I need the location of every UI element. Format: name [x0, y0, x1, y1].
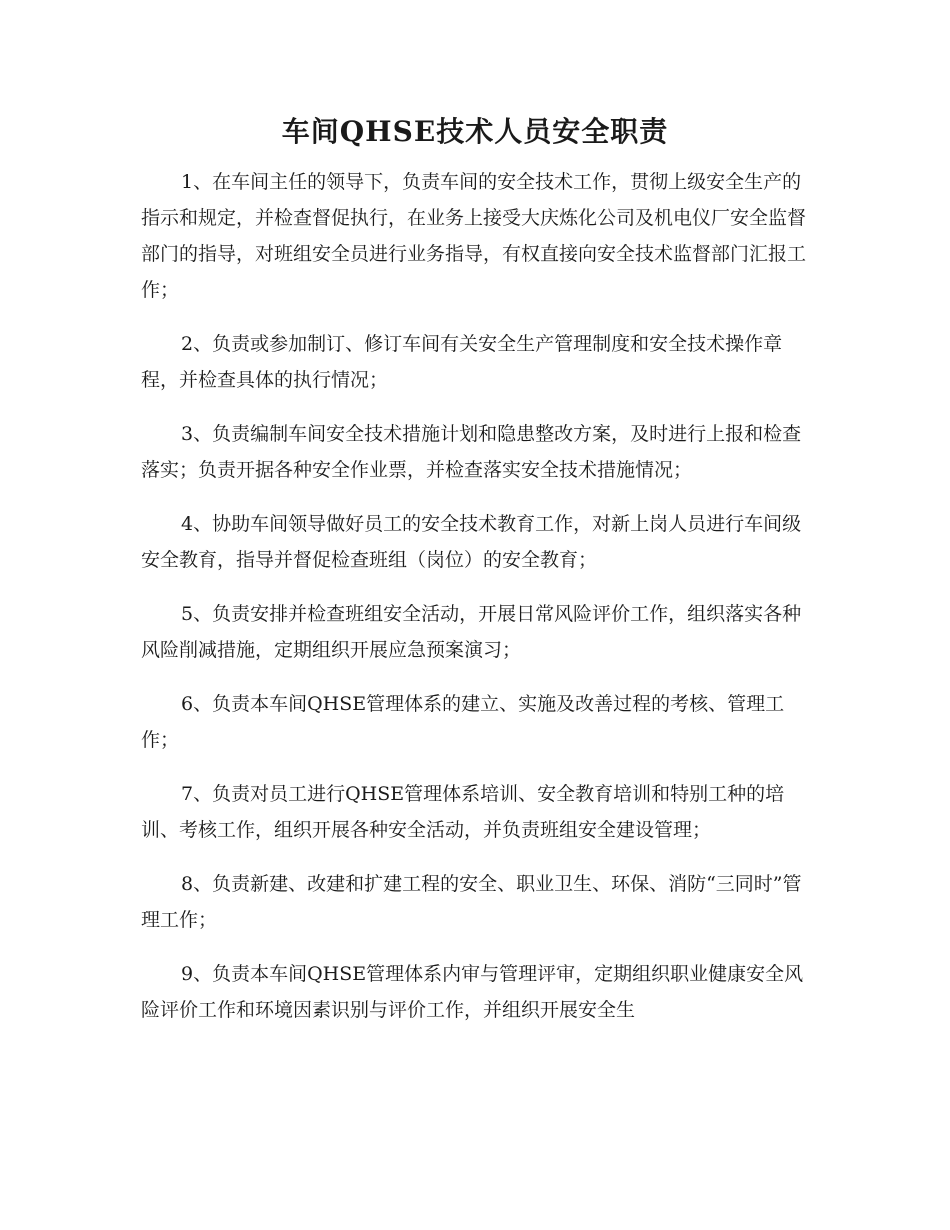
document-body [141, 164, 809, 1046]
document-title: 车间QHSE技术人员安全职责 [281, 115, 669, 148]
paragraph-1: 1、在车间主任的领导下，负责车间的安全技术工作，贯彻上级安全生产的指示和规定，并检查督促执行，在业务上接受大庆炼化公司及机电仪厂安全监督部门的指导，对班组安全员进行业务指导，有权直接向安全技术监督部门汇报工作； [141, 171, 807, 301]
paragraph-3: 3、负责编制车间安全技术措施计划和隐患整改方案，及时进行上报和检查落实；负责开据各种安全作业票，并检查落实安全技术措施情况； [141, 423, 802, 481]
paragraph-8: 8、负责新建、改建和扩建工程的安全、职业卫生、环保、消防“三同时”管理工作； [141, 873, 802, 931]
paragraph-9: 9、负责本车间QHSE管理体系内审与管理评审，定期组织职业健康安全风险评价工作和环境因素识别与评价工作，并组织开展安全生 [141, 963, 804, 1021]
paragraph-4: 4、协助车间领导做好员工的安全技术教育工作，对新上岗人员进行车间级安全教育，指导并督促检查班组（岗位）的安全教育； [141, 513, 802, 571]
paragraph-6: 6、负责本车间QHSE管理体系的建立、实施及改善过程的考核、管理工作； [141, 693, 785, 751]
paragraph-7: 7、负责对员工进行QHSE管理体系培训、安全教育培训和特别工种的培训、考核工作，组织开展各种安全活动，并负责班组安全建设管理； [141, 783, 785, 841]
paragraph-5: 5、负责安排并检查班组安全活动，开展日常风险评价工作，组织落实各种风险削减措施，定期组织开展应急预案演习； [141, 603, 802, 661]
paragraph-2: 2、负责或参加制订、修订车间有关安全生产管理制度和安全技术操作章程，并检查具体的执行情况； [141, 333, 783, 391]
